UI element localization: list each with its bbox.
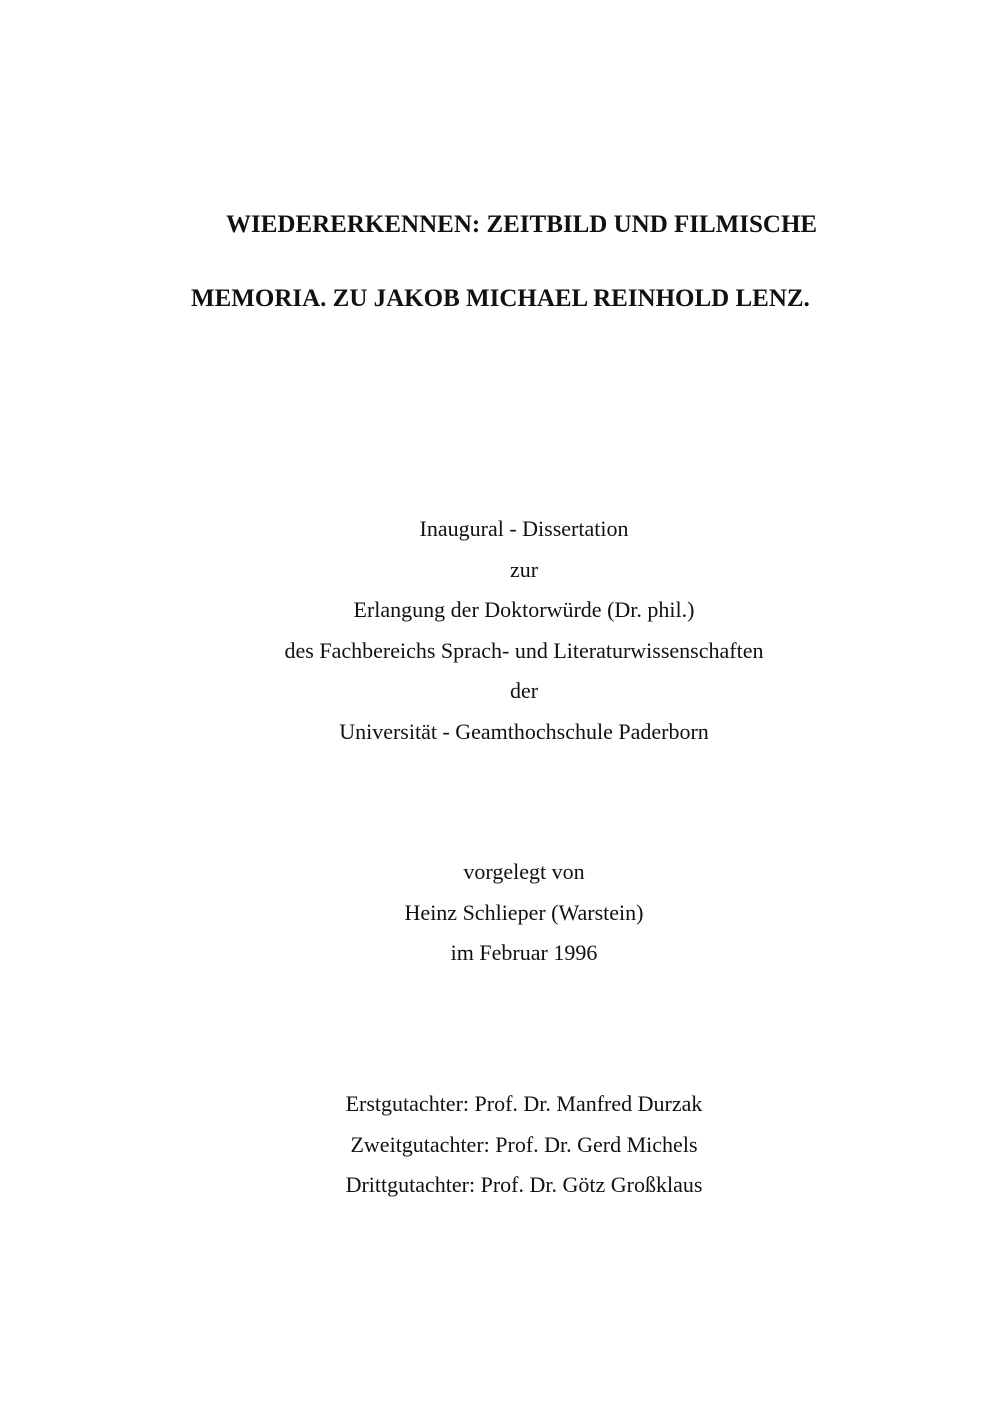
dissertation-block [0,509,1000,752]
degree-line: Erlangung der Doktorwürde (Dr. phil.) [353,597,695,622]
second-referee: Zweitgutachter: Prof. Dr. Gerd Michels [350,1131,698,1157]
faculty-line: des Fachbereichs Sprach- und Literaturwissenschaften [284,637,764,663]
first-referee: Erstgutachter: Prof. Dr. Manfred Durzak [345,1091,703,1116]
dissertation-zur: zur [509,556,539,582]
title-line-2: MEMORIA. ZU JAKOB MICHAEL REINHOLD LENZ. [191,285,810,312]
university-line: Universität - Geamthochschule Paderborn [339,718,709,744]
author-name: Heinz Schlieper (Warstein) [404,899,644,925]
title-line-1: WIEDERERKENNEN: ZEITBILD UND FILMISCHE [226,211,818,238]
author-block [0,852,1000,974]
submitted-by-label: vorgelegt von [463,859,585,884]
referees-block [0,1084,1000,1206]
third-referee: Drittgutachter: Prof. Dr. Götz Großklaus [345,1172,703,1197]
dissertation-type: Inaugural - Dissertation [419,516,629,541]
dissertation-der: der [509,678,539,703]
submission-date: im Februar 1996 [450,940,598,965]
